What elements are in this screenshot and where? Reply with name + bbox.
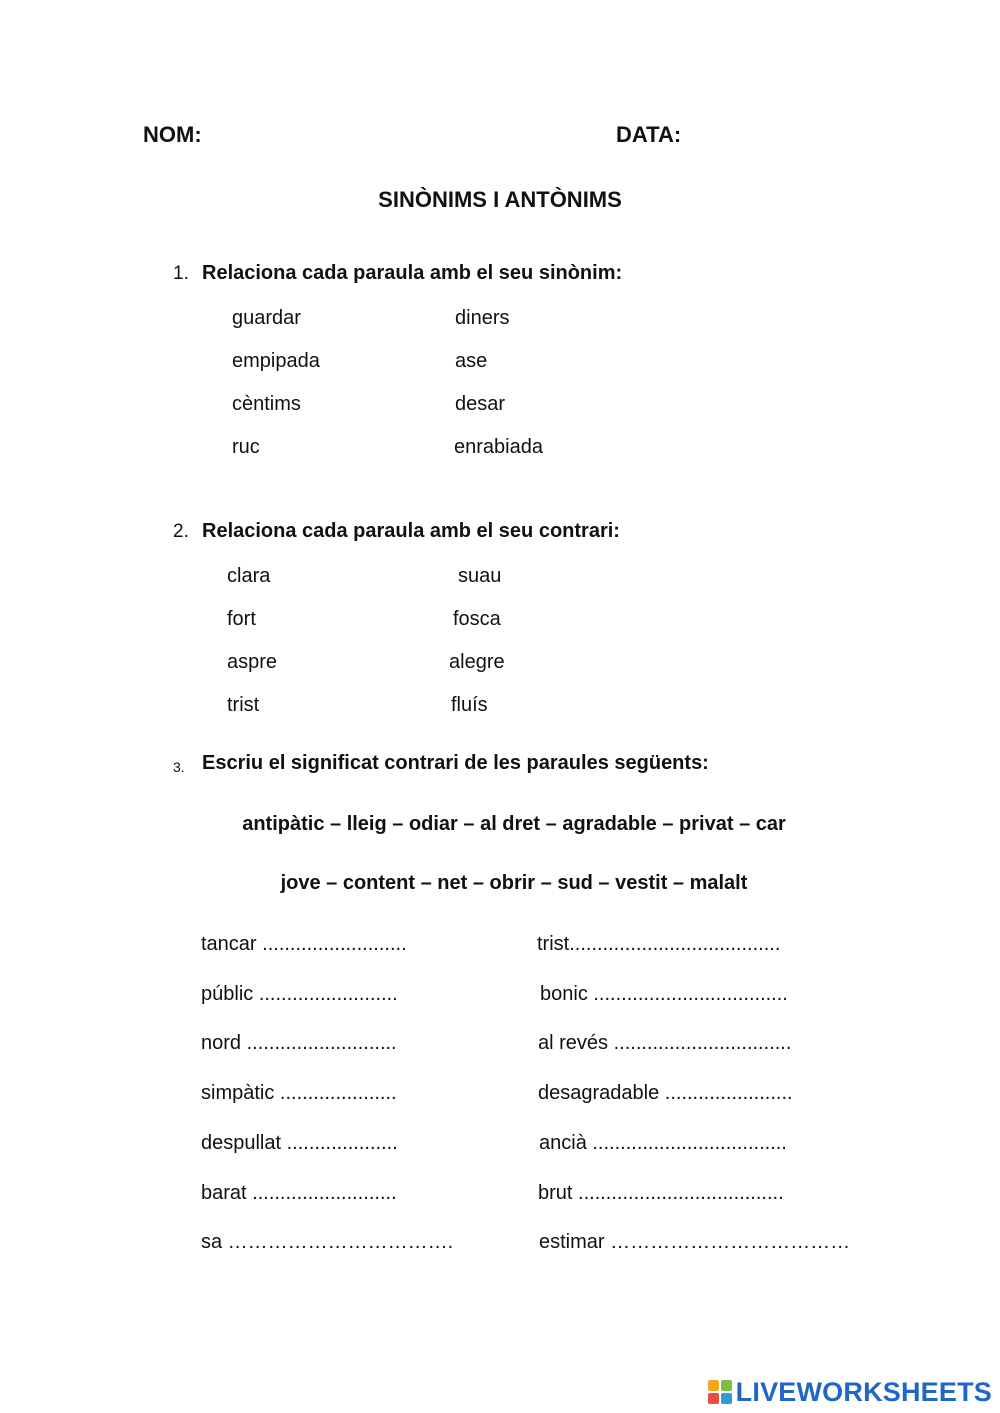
answer-blank[interactable]: ....................: [281, 1132, 398, 1154]
q1-instruction: Relaciona cada paraula amb el seu sinònim:: [202, 262, 623, 284]
q1-left-word: ruc: [232, 436, 260, 458]
antonym-word: ancià: [539, 1132, 587, 1154]
antonym-word: nord: [201, 1032, 242, 1054]
q2-right-word[interactable]: fosca: [453, 608, 501, 630]
antonym-word: tancar: [201, 933, 257, 955]
answer-blank[interactable]: ...........................: [241, 1032, 397, 1054]
word-bank-line: jove – content – net – obrir – sud – vestit – malalt: [280, 872, 748, 894]
antonym-word: despullat: [201, 1132, 282, 1154]
antonym-item: [538, 1032, 791, 1055]
antonym-word: sa: [201, 1231, 223, 1253]
antonym-item: [201, 1132, 398, 1155]
antonym-item: [539, 1231, 850, 1254]
q2-number: 2.: [173, 521, 189, 542]
antonym-item: [539, 1132, 787, 1155]
q2-instruction: Relaciona cada paraula amb el seu contrari:: [202, 520, 620, 542]
q3-number: 3.: [173, 759, 185, 775]
q3-instruction: Escriu el significat contrari de les paraules següents:: [202, 752, 709, 774]
q1-left-word: guardar: [232, 307, 301, 329]
antonym-item: [201, 1082, 397, 1105]
q2-left-word: fort: [227, 608, 256, 630]
antonym-word: brut: [538, 1182, 573, 1204]
antonym-item: [538, 1182, 784, 1205]
q2-right-word[interactable]: alegre: [449, 651, 505, 673]
antonym-word: estimar: [539, 1231, 605, 1253]
answer-blank[interactable]: ...................................: [586, 1132, 787, 1154]
antonym-item: [537, 933, 780, 956]
q1-right-word[interactable]: ase: [455, 350, 488, 372]
antonym-word: simpàtic: [201, 1082, 275, 1104]
answer-blank[interactable]: ………………………………: [604, 1231, 851, 1253]
name-label: NOM:: [143, 122, 202, 147]
page-title: SINÒNIMS I ANTÒNIMS: [378, 187, 622, 212]
antonym-word: al revés: [538, 1032, 609, 1054]
q2-right-word[interactable]: fluís: [451, 694, 488, 716]
answer-blank[interactable]: ..........................: [246, 1182, 397, 1204]
q1-number: 1.: [173, 263, 189, 284]
brand-name: LIVEWORKSHEETS: [735, 1376, 992, 1407]
word-bank-line: antipàtic – lleig – odiar – al dret – agradable – privat – car: [242, 813, 786, 835]
antonym-item: [540, 983, 788, 1006]
answer-blank[interactable]: ......................................: [569, 933, 781, 955]
answer-blank[interactable]: ................................: [608, 1032, 792, 1054]
q1-right-word[interactable]: desar: [455, 393, 506, 415]
q2-left-word: clara: [227, 565, 271, 587]
antonym-item: [201, 1231, 453, 1254]
antonym-word: bonic: [540, 983, 588, 1005]
antonym-item: [201, 983, 398, 1006]
antonym-word: públic: [201, 983, 254, 1005]
answer-blank[interactable]: .........................: [253, 983, 398, 1005]
answer-blank[interactable]: ...................................: [587, 983, 788, 1005]
q1-right-word[interactable]: diners: [455, 307, 510, 329]
q1-left-word: empipada: [232, 350, 320, 372]
antonym-word: desagradable: [538, 1082, 660, 1104]
liveworksheets-logo-icon: [708, 1380, 732, 1404]
antonym-item: [538, 1082, 793, 1105]
liveworksheets-brand: [708, 1374, 992, 1410]
answer-blank[interactable]: ..........................: [256, 933, 407, 955]
antonym-word: trist: [537, 933, 570, 955]
antonym-item: [201, 1032, 397, 1055]
q2-right-word[interactable]: suau: [458, 565, 502, 587]
antonym-word: barat: [201, 1182, 247, 1204]
q2-left-word: aspre: [227, 651, 278, 673]
answer-blank[interactable]: …………………………….: [222, 1231, 454, 1253]
answer-blank[interactable]: .....................: [274, 1082, 397, 1104]
q1-left-word: cèntims: [232, 393, 301, 415]
answer-blank[interactable]: .....................................: [572, 1182, 784, 1204]
antonym-item: [201, 933, 407, 956]
q2-left-word: trist: [227, 694, 260, 716]
q1-right-word[interactable]: enrabiada: [454, 436, 543, 458]
date-label: DATA:: [616, 122, 682, 147]
answer-blank[interactable]: .......................: [659, 1082, 793, 1104]
antonym-item: [201, 1182, 397, 1205]
